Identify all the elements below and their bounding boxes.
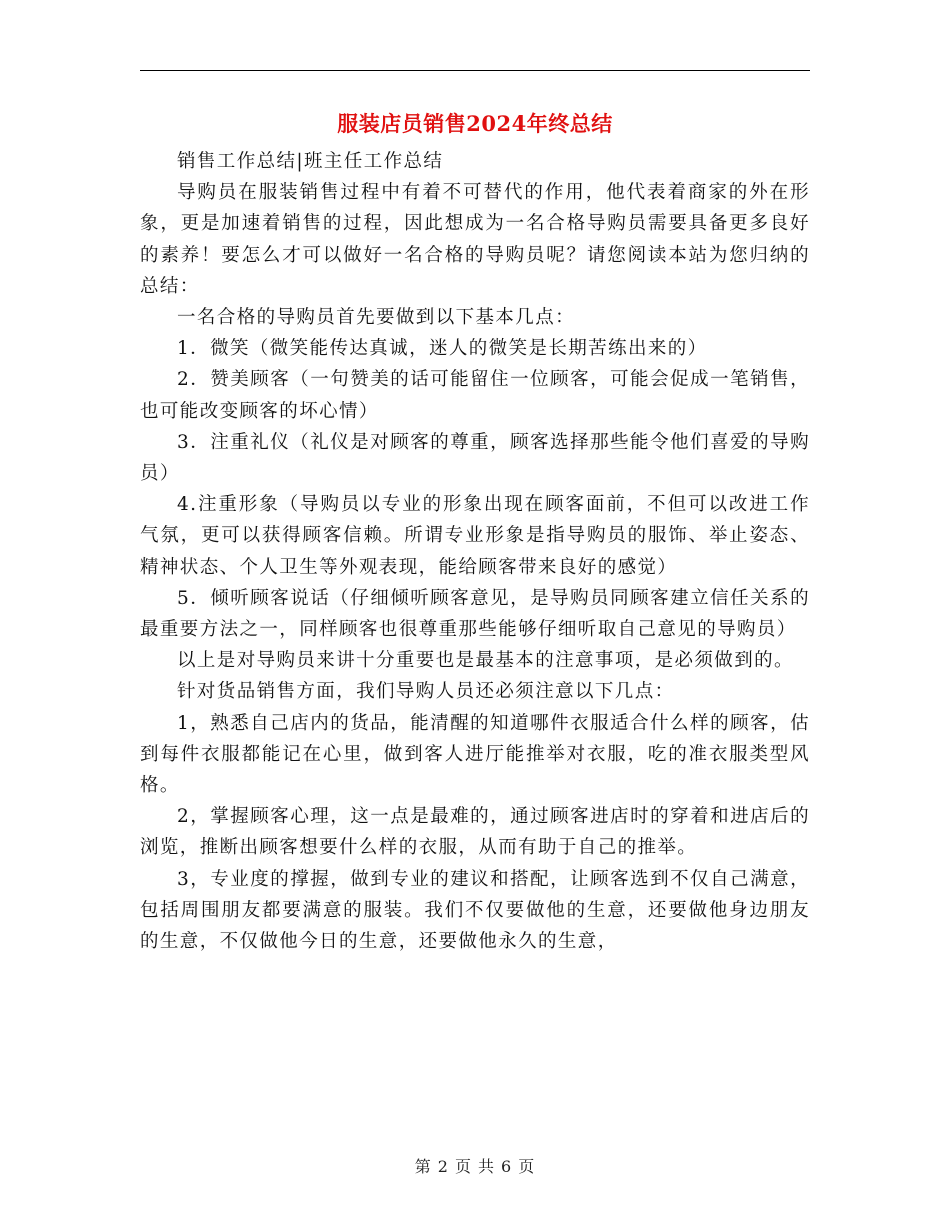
paragraph-goods-point-1: 1，熟悉自己店内的货品，能清醒的知道哪件衣服适合什么样的顾客，估到每件衣服都能记在心里，做到客人进厅能推举对衣服，吃的准衣服类型风格。 — [140, 712, 810, 797]
footer-total-prefix: 共 — [478, 1157, 496, 1176]
paragraph-intro: 导购员在服装销售过程中有着不可替代的作用，他代表着商家的外在形象，更是加速着销售的过程，因此想成为一名合格导购员需要具备更多良好的素养！要怎么才可以做好一名合格的导购员呢？请您阅读本站为您归纳的总结： — [140, 182, 810, 297]
footer-page-number: 2 — [437, 1157, 449, 1176]
paragraph-summary: 以上是对导购员来讲十分重要也是最基本的注意事项，是必须做到的。 — [177, 650, 794, 672]
paragraph-point-praise: 2．赞美顾客（一句赞美的话可能留住一位顾客，可能会促成一笔销售，也可能改变顾客的坏心情） — [140, 369, 810, 422]
paragraph-goods-heading: 针对货品销售方面，我们导购人员还必须注意以下几点： — [177, 681, 675, 703]
footer-total-pages: 6 — [501, 1157, 513, 1176]
paragraph-basics-heading: 一名合格的导购员首先要做到以下基本几点： — [177, 307, 576, 329]
paragraph-goods-point-2: 2，掌握顾客心理，这一点是最难的，通过顾客进店时的穿着和进店后的浏览，推断出顾客想要什么样的衣服，从而有助于自己的推举。 — [140, 806, 810, 859]
document-title: 服装店员销售2024年终总结 — [337, 111, 613, 136]
paragraph-point-etiquette: 3．注重礼仪（礼仪是对顾客的尊重，顾客选择那些能令他们喜爱的导购员） — [140, 431, 810, 485]
footer-page-unit: 页 — [454, 1157, 472, 1176]
paragraph-point-smile: 1．微笑（微笑能传达真诚，迷人的微笑是长期苦练出来的） — [177, 338, 708, 360]
footer-total-unit: 页 — [518, 1157, 536, 1176]
paragraph-goods-point-3: 3，专业度的撑握，做到专业的建议和搭配，让顾客选到不仅自己满意，包括周围朋友都要满意的服装。我们不仅要做他的生意，还要做他身边朋友的生意，不仅做他今日的生意，还要做他永久的生意， — [140, 868, 810, 953]
paragraph-point-listen: 5．倾听顾客说话（仔细倾听顾客意见，是导购员同顾客建立信任关系的最重要方法之一，同样顾客也很尊重那些能够仔细听取自己意见的导购员） — [140, 587, 810, 641]
footer-prefix: 第 — [414, 1157, 432, 1176]
header-rule — [140, 70, 810, 71]
paragraph-point-image: 4.注重形象（导购员以专业的形象出现在顾客面前，不但可以改进工作气氛，更可以获得顾客信赖。所谓专业形象是指导购员的服饰、举止姿态、精神状态、个人卫生等外观表现，能给顾客带来良好的感觉） — [140, 494, 810, 578]
page-footer — [0, 1154, 950, 1177]
paragraph-subtitle: 销售工作总结|班主任工作总结 — [177, 151, 444, 172]
document-body — [140, 146, 810, 957]
